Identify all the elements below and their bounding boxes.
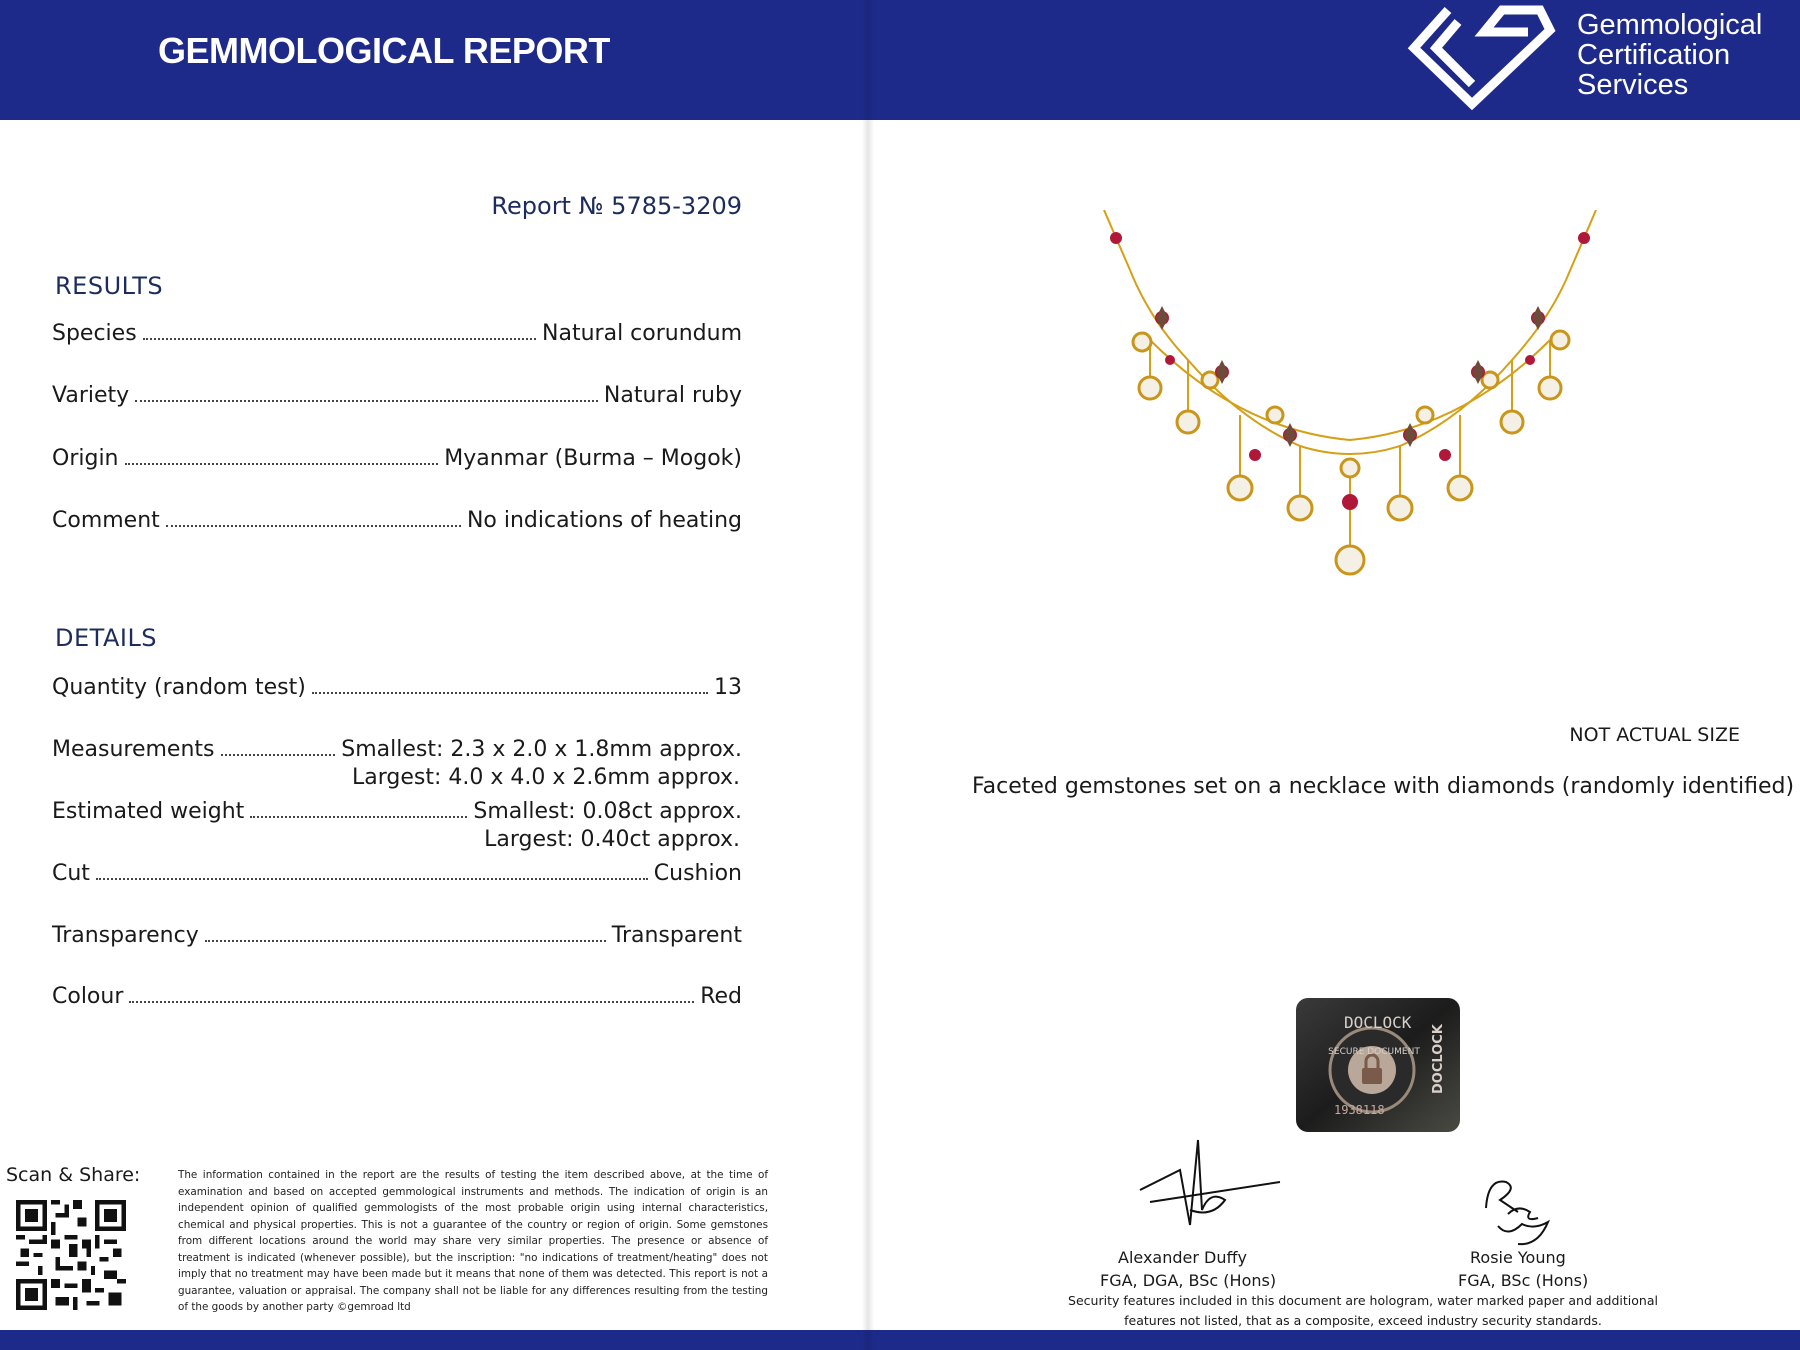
- brand-line-1: Gemmological: [1577, 9, 1763, 41]
- row-value: Cushion: [653, 861, 742, 886]
- details-row-cut: [52, 856, 742, 886]
- signatory-title-2: FGA, BSc (Hons): [1458, 1271, 1589, 1290]
- row-value: No indications of heating: [466, 508, 742, 533]
- row-value: Transparent: [611, 923, 742, 948]
- measurements-largest: Largest: 4.0 x 4.0 x 2.6mm approx.: [352, 765, 740, 790]
- row-label: Colour: [52, 984, 124, 1009]
- footer-band: [0, 1330, 868, 1350]
- page-title: GEMMOLOGICAL REPORT: [158, 30, 610, 71]
- details-row-quantity: [52, 670, 742, 700]
- security-features-note: Security features included in this document are hologram, water marked paper and additional features not listed, that as a composite, exceed industry security standards.: [1068, 1293, 1658, 1328]
- details-row-transparency: [52, 918, 742, 948]
- dot-leader: [166, 524, 461, 527]
- image-caption: Faceted gemstones set on a necklace with diamonds (randomly identified): [972, 774, 1795, 799]
- weight-largest: Largest: 0.40ct approx.: [484, 827, 740, 852]
- details-row-weight: [52, 794, 742, 824]
- dot-leader: [129, 1000, 694, 1003]
- row-label: Quantity (random test): [52, 675, 306, 700]
- row-value: 13: [714, 675, 742, 700]
- dot-leader: [96, 877, 648, 880]
- results-row-species: [52, 316, 742, 346]
- details-row-colour: [52, 979, 742, 1009]
- row-label: Estimated weight: [52, 799, 245, 824]
- page-fold: [862, 0, 874, 1350]
- disclaimer-text: The information contained in the report are the results of testing the item described above, at the time of examination and based on accepted gemmological instruments and methods. The indication of origin is an independent opinion of qualified gemmologists of the most probable origin using internal characteristics, chemical and physical properties. This is not a guarantee of the country or region of origin. Some gemstones from different locations around the world may share very similar properties. The presence or absence of treatment is indicated (whenever possible), but the inscription: "no indications of treatment/heating" does not imply that no treatment may have been made but it means that none of them was detected. This report is not a guarantee, valuation or appraisal. The company shall not be liable for any differences resulting from the testing of the goods by another party ©gemroad ltd: [178, 1169, 768, 1313]
- footer-band: [868, 1330, 1800, 1350]
- dot-leader: [125, 462, 439, 465]
- signature-alexander-duffy: [1130, 1130, 1290, 1240]
- brand-line-3: Services: [1577, 69, 1689, 101]
- row-label: Comment: [52, 508, 160, 533]
- qr-code[interactable]: [16, 1200, 126, 1310]
- details-heading: DETAILS: [55, 624, 158, 652]
- not-actual-size-note: NOT ACTUAL SIZE: [1569, 724, 1740, 746]
- row-label: Species: [52, 321, 137, 346]
- signatory-title-1: FGA, DGA, BSc (Hons): [1100, 1271, 1277, 1290]
- report-number: Report № 5785-3209: [491, 192, 742, 220]
- signatory-name-2: Rosie Young: [1470, 1248, 1566, 1267]
- row-value: Smallest: 2.3 x 2.0 x 1.8mm approx.: [341, 737, 742, 762]
- signature-rosie-young: [1478, 1168, 1568, 1248]
- seal-ring-text: SECURE DOCUMENT: [1328, 1047, 1420, 1057]
- dot-leader: [135, 399, 598, 402]
- signatory-name-1: Alexander Duffy: [1118, 1248, 1247, 1267]
- row-value: Natural ruby: [603, 383, 742, 408]
- results-row-origin: [52, 441, 742, 471]
- row-value: Smallest: 0.08ct approx.: [473, 799, 742, 824]
- results-row-comment: [52, 503, 742, 533]
- row-label: Measurements: [52, 737, 215, 762]
- dot-leader: [221, 753, 336, 756]
- results-row-variety: [52, 378, 742, 408]
- brand-name: [1577, 10, 1762, 100]
- dot-leader: [250, 815, 467, 818]
- right-page: [868, 0, 1800, 1350]
- dot-leader: [205, 939, 606, 942]
- dot-leader: [312, 691, 708, 694]
- gcs-logo-icon: [1400, 0, 1565, 110]
- dot-leader: [143, 337, 536, 340]
- row-value: Natural corundum: [542, 321, 742, 346]
- row-value: Red: [700, 984, 742, 1009]
- seal-number: 1938118: [1334, 1103, 1385, 1117]
- doclock-hologram-seal: [1296, 998, 1460, 1132]
- necklace-photo: [1090, 210, 1610, 630]
- results-heading: RESULTS: [55, 272, 164, 300]
- row-label: Variety: [52, 383, 130, 408]
- row-value: Myanmar (Burma – Mogok): [444, 446, 742, 471]
- brand-line-2: Certification: [1577, 39, 1731, 71]
- scan-share-label: Scan & Share:: [6, 1164, 141, 1186]
- seal-side-text: DOCLOCK: [1431, 1024, 1446, 1094]
- details-row-measurements: [52, 732, 742, 762]
- seal-top-text: DOCLOCK: [1344, 1013, 1412, 1032]
- row-label: Transparency: [52, 923, 199, 948]
- row-label: Origin: [52, 446, 119, 471]
- left-page: [0, 0, 868, 1350]
- row-label: Cut: [52, 861, 90, 886]
